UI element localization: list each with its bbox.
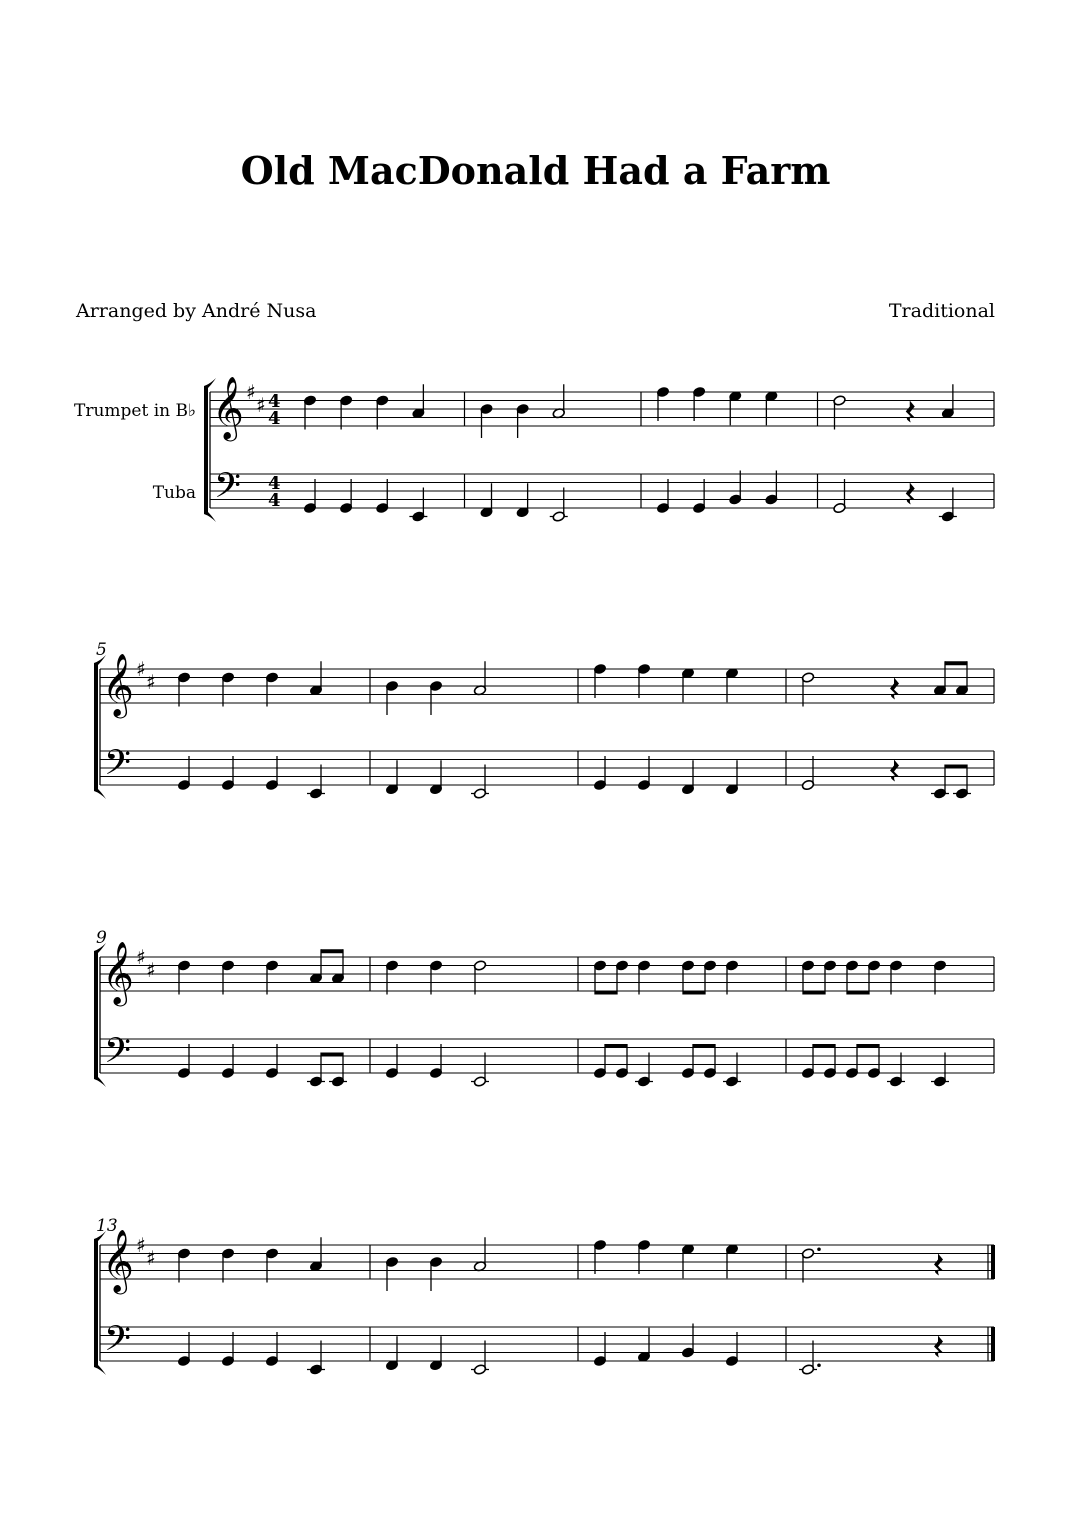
beam xyxy=(857,1044,879,1048)
beam xyxy=(693,1044,715,1048)
quarter-rest xyxy=(890,760,899,782)
measure-number: 9 xyxy=(96,928,107,948)
system-bracket xyxy=(204,386,208,514)
system-bracket xyxy=(94,1239,98,1367)
beam xyxy=(321,949,343,953)
system-bracket xyxy=(94,951,98,1079)
final-barline-thick xyxy=(991,1327,995,1361)
sharp-accidental: ♯ xyxy=(136,1233,146,1257)
beam xyxy=(605,1044,627,1048)
sharp-accidental: ♯ xyxy=(136,657,146,681)
bass-clef: 𝄢 xyxy=(104,1030,132,1079)
quarter-rest xyxy=(934,1254,943,1276)
beam xyxy=(321,1053,343,1057)
beam xyxy=(847,991,869,995)
treble-clef: 𝄞 xyxy=(102,941,134,1004)
beam xyxy=(813,1044,835,1048)
quarter-rest xyxy=(906,483,915,505)
score-title: Old MacDonald Had a Farm xyxy=(240,148,831,193)
final-barline-thick xyxy=(991,1245,995,1279)
time-signature-denominator: 4 xyxy=(268,490,281,511)
dot xyxy=(817,1363,821,1367)
time-signature-numerator: 4 xyxy=(268,473,281,494)
bass-clef: 𝄢 xyxy=(104,742,132,791)
treble-clef: 𝄞 xyxy=(102,1229,134,1292)
treble-clef: 𝄞 xyxy=(102,653,134,716)
beam xyxy=(945,765,967,769)
quarter-rest xyxy=(890,678,899,700)
composer-credit: Traditional xyxy=(888,300,995,322)
beam xyxy=(803,991,825,995)
measure-number: 5 xyxy=(96,640,107,660)
treble-clef: 𝄞 xyxy=(212,376,244,439)
time-signature-numerator: 4 xyxy=(268,391,281,412)
instrument-label-trumpet: Trumpet in B♭ xyxy=(73,401,196,421)
sharp-accidental: ♯ xyxy=(146,957,156,982)
arranger-credit: Arranged by André Nusa xyxy=(76,300,317,322)
sharp-accidental: ♯ xyxy=(256,392,266,417)
dot xyxy=(817,1247,821,1251)
sharp-accidental: ♯ xyxy=(246,380,256,404)
measure-number: 13 xyxy=(96,1216,118,1236)
quarter-rest xyxy=(934,1336,943,1358)
beam xyxy=(595,991,617,995)
time-signature-denominator: 4 xyxy=(268,408,281,429)
bass-clef: 𝄢 xyxy=(104,1318,132,1367)
sharp-accidental: ♯ xyxy=(146,669,156,694)
system-bracket xyxy=(94,663,98,791)
beam xyxy=(945,661,967,665)
quarter-rest xyxy=(906,401,915,423)
instrument-label-tuba: Tuba xyxy=(152,483,196,503)
beam xyxy=(683,991,705,995)
sharp-accidental: ♯ xyxy=(136,945,146,969)
bass-clef: 𝄢 xyxy=(214,465,242,514)
sharp-accidental: ♯ xyxy=(146,1245,156,1270)
